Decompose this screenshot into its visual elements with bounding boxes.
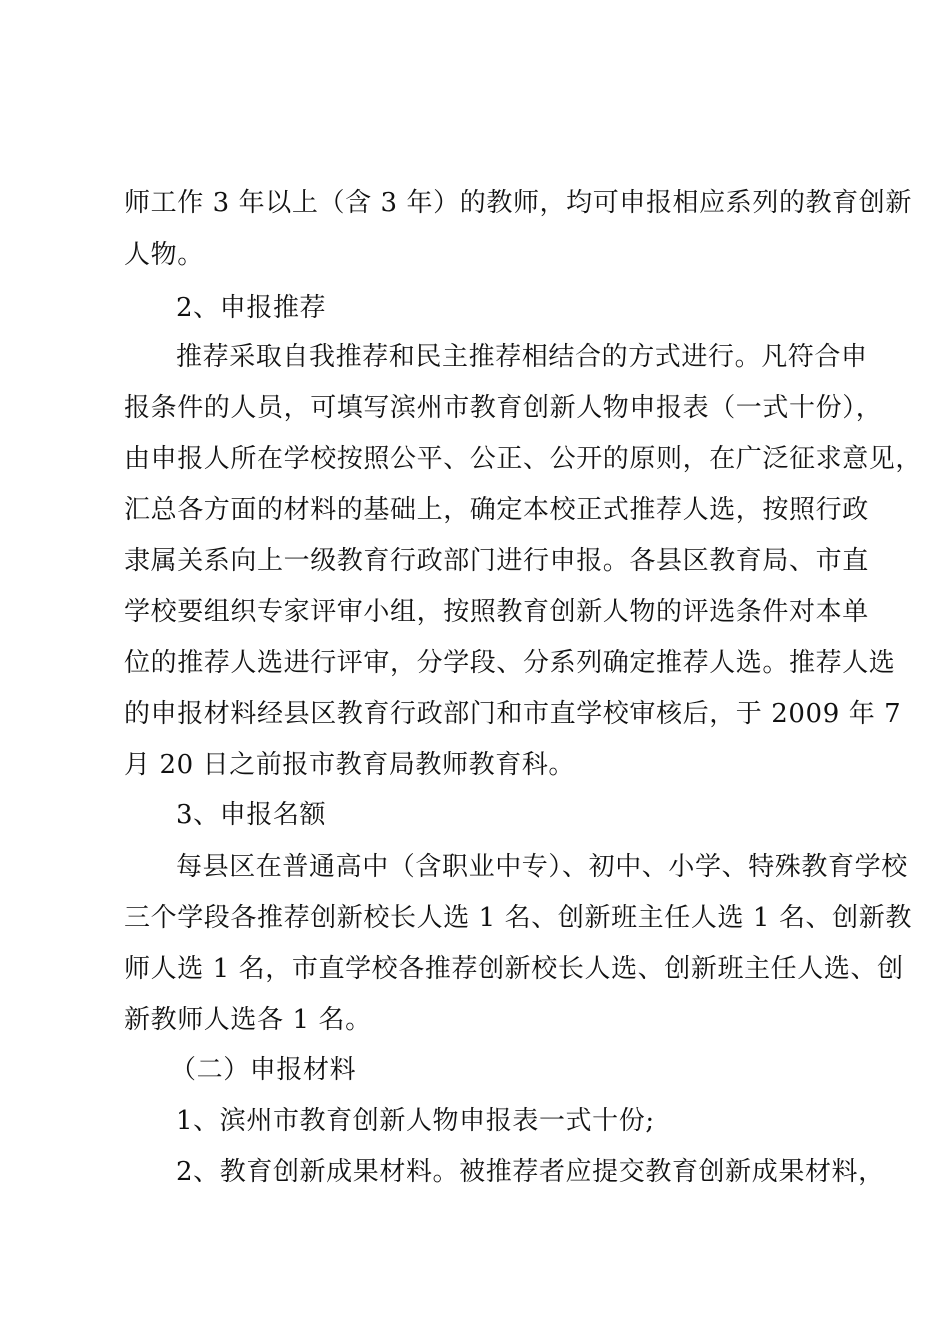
paragraph-line-16: 师人选 1 名，市直学校各推荐创新校长人选、创新班主任人选、创 (124, 954, 904, 984)
list-item-2: 2、教育创新成果材料。被推荐者应提交教育创新成果材料， (176, 1157, 885, 1187)
paragraph-line-14: 每县区在普通高中（含职业中专）、初中、小学、特殊教育学校 (176, 852, 908, 882)
section-heading-quota: 3、申报名额 (176, 800, 327, 830)
paragraph-line-7: 汇总各方面的材料的基础上，确定本校正式推荐人选，按照行政 (124, 495, 869, 525)
section-heading-application-recommendation: 2、申报推荐 (176, 293, 327, 323)
paragraph-line-5: 报条件的人员，可填写滨州市教育创新人物申报表（一式十份）， (124, 393, 883, 423)
paragraph-line-15: 三个学段各推荐创新校长人选 1 名、创新班主任人选 1 名、创新教 (124, 903, 912, 933)
paragraph-line-8: 隶属关系向上一级教育行政部门进行申报。各县区教育局、市直 (124, 546, 869, 576)
paragraph-line-10: 位的推荐人选进行评审，分学段、分系列确定推荐人选。推荐人选 (124, 648, 896, 678)
paragraph-line-2: 人物。 (124, 240, 204, 270)
section-heading-materials: （二）申报材料 (170, 1055, 357, 1085)
paragraph-line-4: 推荐采取自我推荐和民主推荐相结合的方式进行。凡符合申 (176, 342, 868, 372)
paragraph-line-9: 学校要组织专家评审小组，按照教育创新人物的评选条件对本单 (124, 597, 869, 627)
list-item-1: 1、滨州市教育创新人物申报表一式十份; (176, 1106, 655, 1136)
paragraph-line-12: 月 20 日之前报市教育局教师教育科。 (124, 750, 576, 780)
paragraph-line-6: 由申报人所在学校按照公平、公正、公开的原则，在广泛征求意见， (124, 444, 923, 474)
paragraph-line-1: 师工作 3 年以上（含 3 年）的教师，均可申报相应系列的教育创新 (124, 188, 912, 218)
paragraph-line-17: 新教师人选各 1 名。 (124, 1005, 372, 1035)
paragraph-line-11: 的申报材料经县区教育行政部门和市直学校审核后，于 2009 年 7 (124, 699, 902, 729)
